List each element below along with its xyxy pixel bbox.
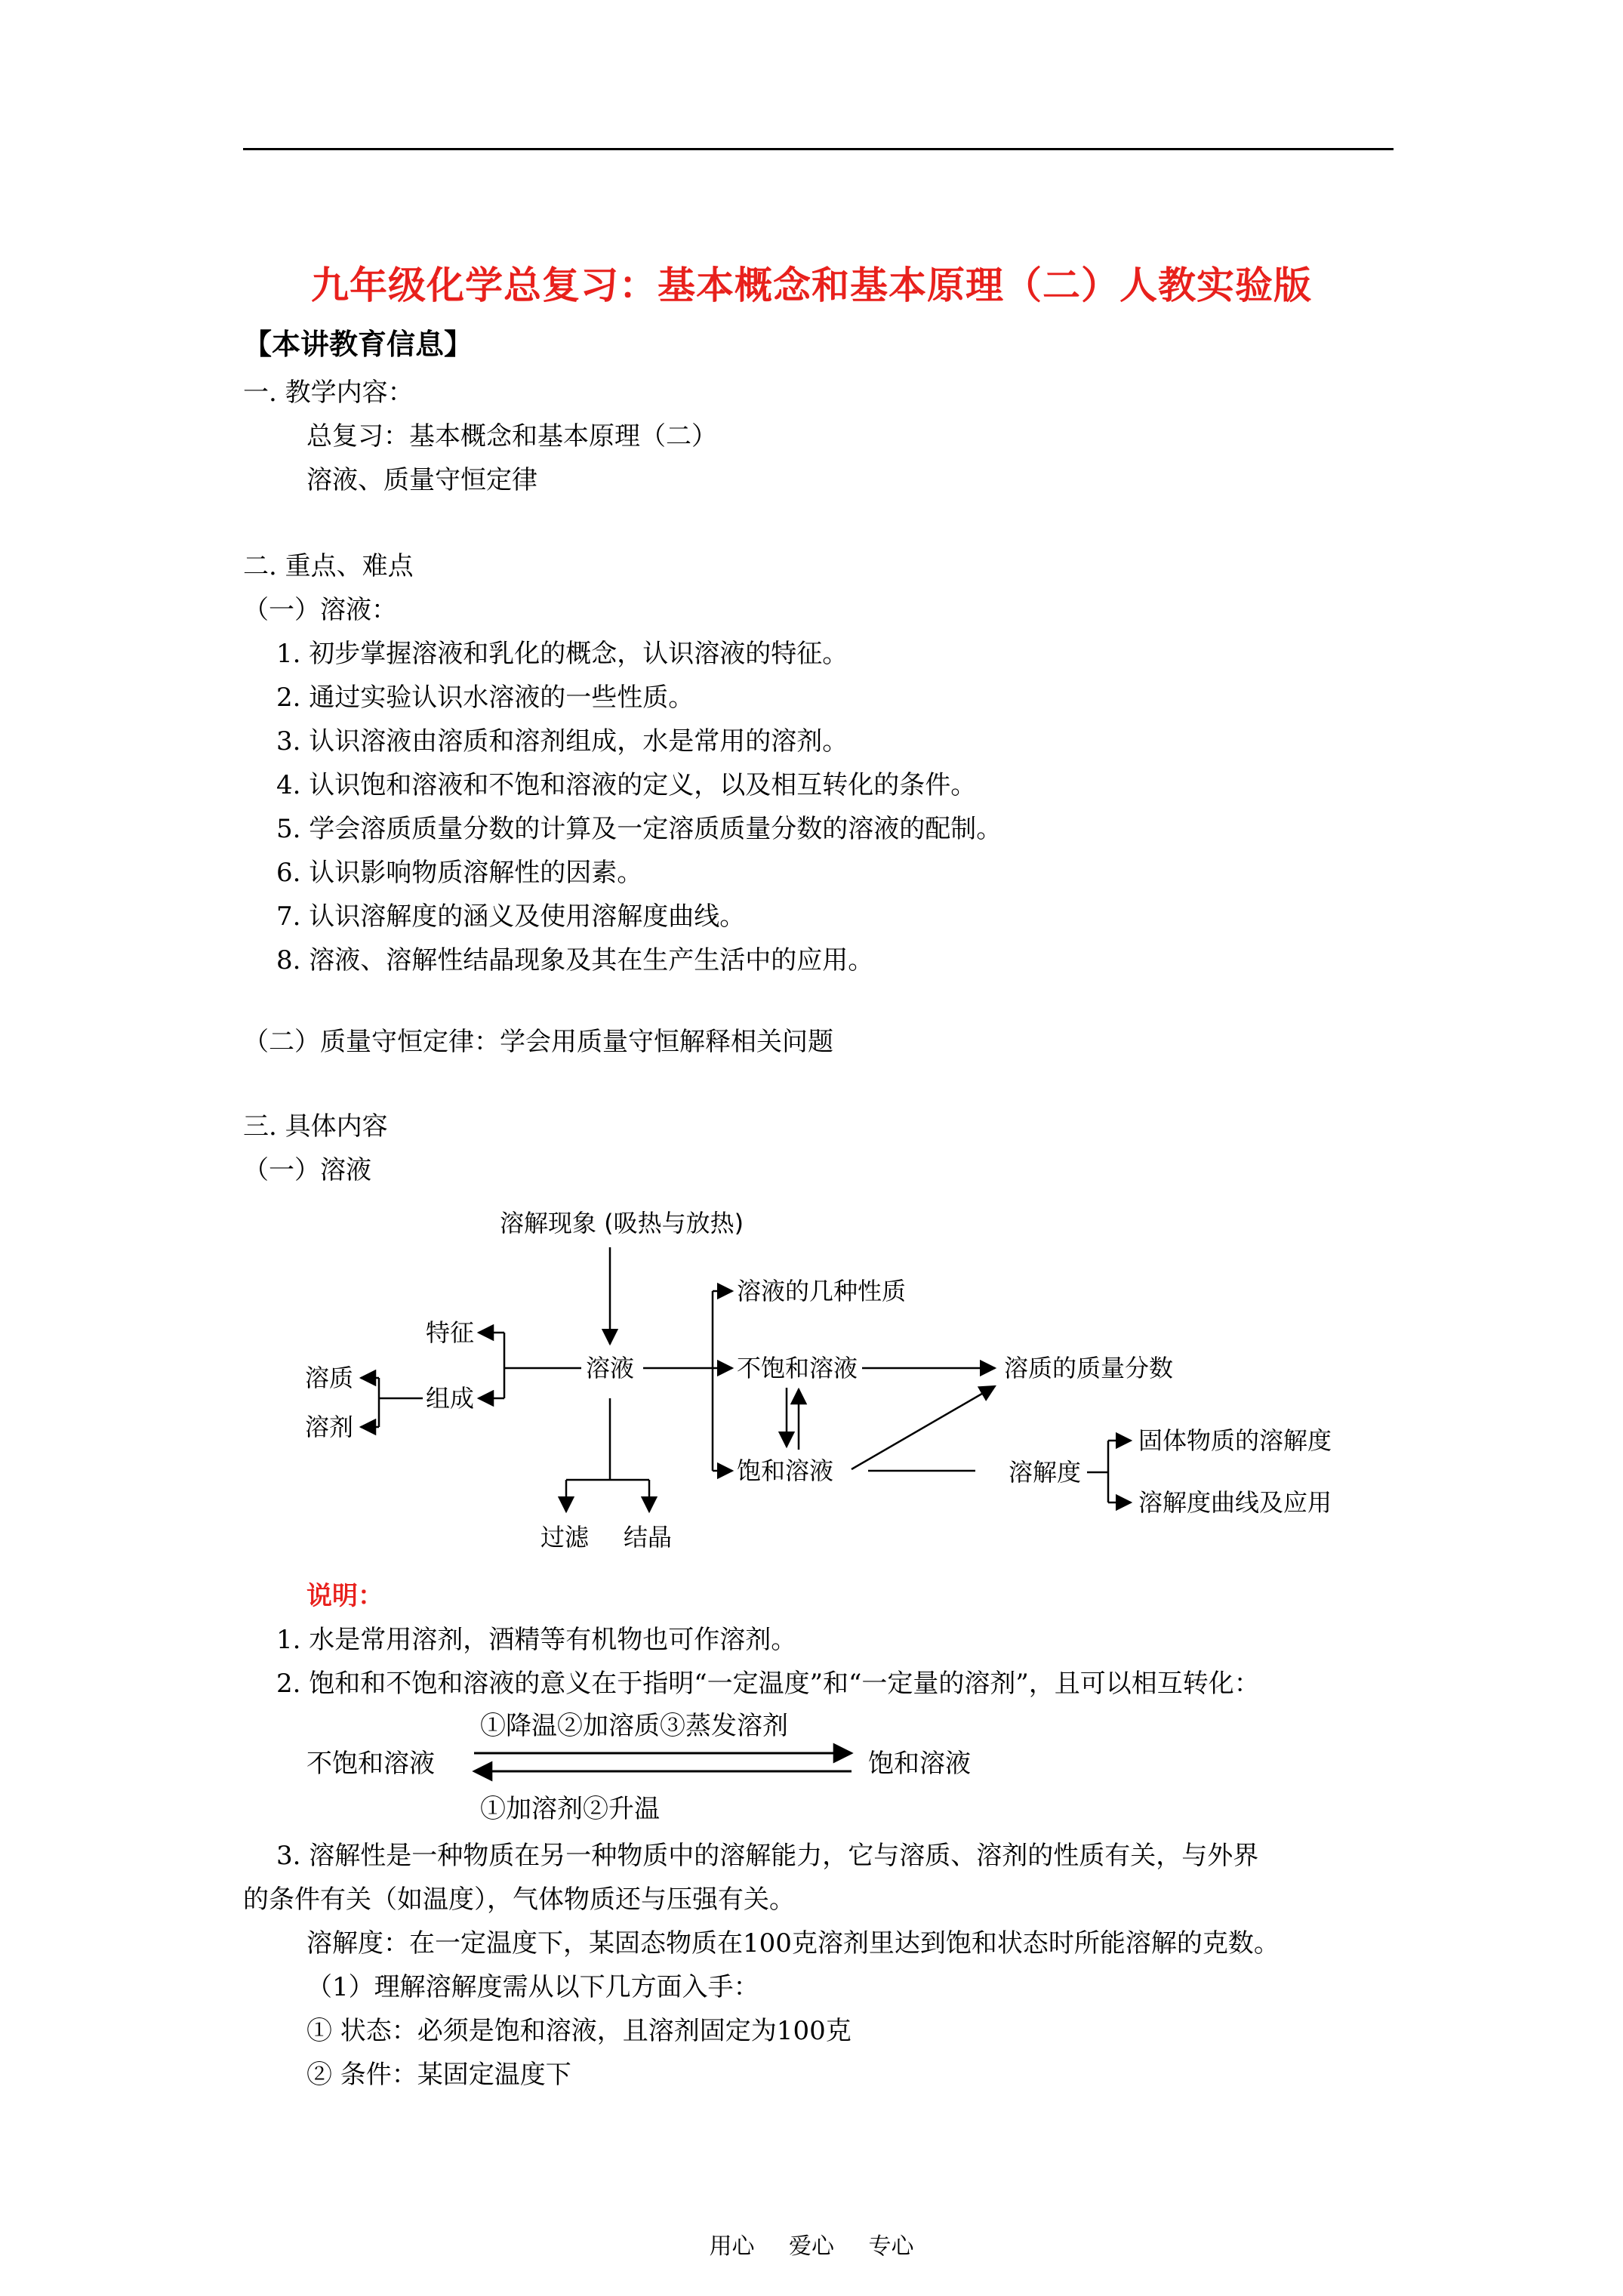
text-line: 3. 溶解性是一种物质在另一种物质中的溶解能力，它与溶质、溶剂的性质有关，与外界: [276, 1841, 1259, 1871]
node-solvent: 溶剂: [305, 1413, 354, 1441]
node-filter: 过滤: [540, 1523, 590, 1552]
note-item: 2. 饱和和不饱和溶液的意义在于指明“一定温度”和“一定量的溶剂”，且可以相互转化：: [276, 1669, 1260, 1699]
text-line: （一）溶液: [243, 1155, 371, 1185]
conversion-right: 饱和溶液: [868, 1749, 971, 1779]
text-line: 溶液、质量守恒定律: [306, 465, 537, 495]
list-item: 6. 认识影响物质溶解性的因素。: [276, 858, 643, 888]
footer-word: 爱心: [789, 2233, 834, 2260]
conversion-bottom: ①加溶剂②升温: [480, 1794, 660, 1824]
note-label: 说明：: [306, 1581, 383, 1611]
text-line: （一）溶液：: [243, 595, 397, 625]
node-curve: 溶解度曲线及应用: [1138, 1488, 1332, 1517]
section-header: 【本讲教育信息】: [243, 327, 473, 361]
text-line: 的条件有关（如温度），气体物质还与压强有关。: [243, 1885, 795, 1915]
node-solubility: 溶解度: [1009, 1458, 1082, 1487]
node-solution: 溶液: [586, 1354, 635, 1382]
list-item: 1. 初步掌握溶液和乳化的概念，认识溶液的特征。: [276, 639, 848, 669]
text-line: 二. 重点、难点: [243, 551, 414, 581]
node-dissolution: 溶解现象 (吸热与放热): [500, 1209, 744, 1237]
text-line: 一. 教学内容：: [243, 378, 414, 408]
text-line: ① 状态：必须是饱和溶液，且溶剂固定为100克: [306, 2016, 852, 2046]
text-line: 溶解度：在一定温度下，某固态物质在100克溶剂里达到饱和状态时所能溶解的克数。: [306, 1928, 1280, 1959]
list-item: 7. 认识溶解度的涵义及使用溶解度曲线。: [276, 901, 746, 932]
text-line: 三. 具体内容: [243, 1111, 388, 1142]
text-line: 总复习：基本概念和基本原理（二）: [306, 421, 717, 451]
list-item: 8. 溶液、溶解性结晶现象及其在生产生活中的应用。: [276, 945, 874, 975]
list-item: 5. 学会溶质质量分数的计算及一定溶质质量分数的溶液的配制。: [276, 814, 1002, 844]
text-line: （二）质量守恒定律：学会用质量守恒解释相关问题: [243, 1027, 833, 1057]
note-item: 1. 水是常用溶剂，酒精等有机物也可作溶剂。: [276, 1625, 797, 1655]
node-composition: 组成: [426, 1384, 475, 1413]
footer-word: 专心: [868, 2233, 914, 2260]
text-line: ② 条件：某固定温度下: [306, 2060, 571, 2090]
list-item: 2. 通过实验认识水溶液的一些性质。: [276, 683, 694, 713]
node-saturated: 饱和溶液: [737, 1456, 834, 1485]
list-item: 3. 认识溶液由溶质和溶剂组成，水是常用的溶剂。: [276, 726, 848, 757]
node-solid-solubility: 固体物质的溶解度: [1138, 1426, 1332, 1455]
footer-word: 用心: [709, 2233, 755, 2260]
node-solute: 溶质: [305, 1364, 354, 1392]
page-title: 九年级化学总复习：基本概念和基本原理（二）人教实验版: [311, 263, 1312, 307]
node-feature: 特征: [426, 1318, 475, 1347]
list-item: 4. 认识饱和溶液和不饱和溶液的定义，以及相互转化的条件。: [276, 770, 977, 800]
node-crystal: 结晶: [624, 1523, 673, 1552]
page-footer: [0, 2227, 1623, 2261]
conversion-top: ①降温②加溶质③蒸发溶剂: [480, 1711, 788, 1741]
node-unsaturated: 不饱和溶液: [737, 1354, 858, 1382]
node-properties: 溶液的几种性质: [737, 1277, 907, 1305]
node-mass-fraction: 溶质的质量分数: [1004, 1354, 1174, 1382]
text-line: （1）理解溶解度需从以下几方面入手：: [306, 1972, 759, 2002]
conversion-left: 不饱和溶液: [306, 1749, 435, 1779]
